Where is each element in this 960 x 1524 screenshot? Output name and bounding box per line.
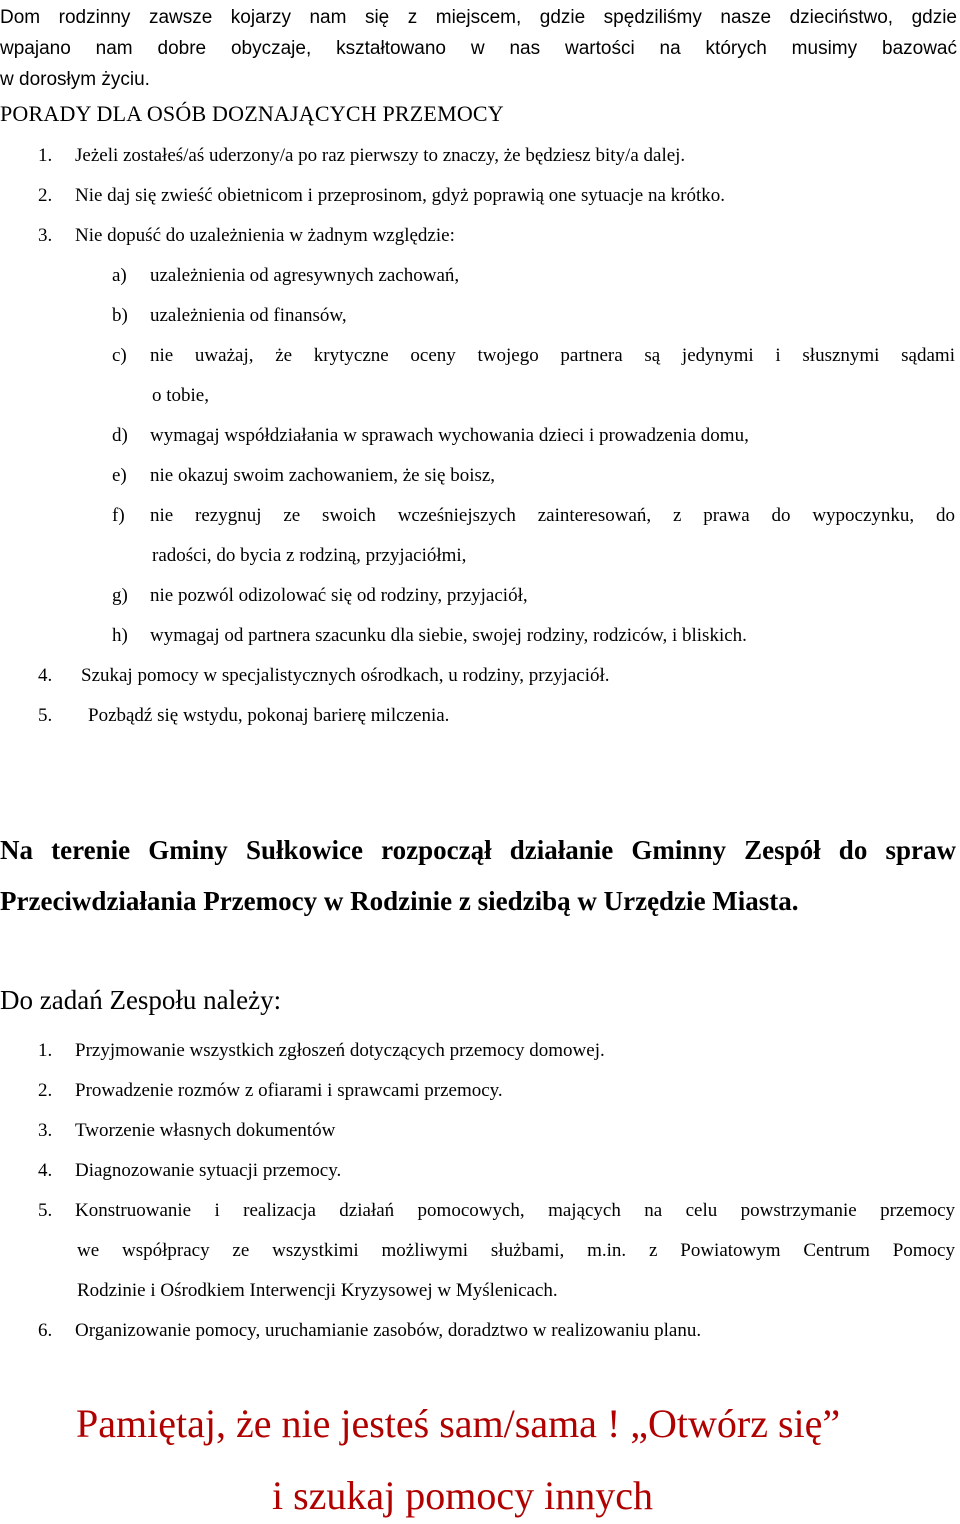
sublist-item: nie okazuj swoim zachowaniem, że się boisz, (150, 465, 496, 486)
intro-line: Dom rodzinny zawsze kojarzy nam się z miejscem, gdzie spędziliśmy nasze dzieciństwo, gdzie (0, 7, 957, 28)
closing-message-line2: i szukaj pomocy innych (272, 1473, 654, 1518)
sublist-letter: d) (112, 425, 128, 446)
sublist-item: uzależnienia od finansów, (150, 305, 347, 326)
list-item: Nie daj się zwieść obietnicom i przeprosinom, gdyż poprawią one sytuacje na krótko. (75, 185, 726, 206)
intro-paragraph (0, 2, 957, 95)
list-number: 1. (38, 1040, 53, 1061)
list-item: Organizowanie pomocy, uruchamianie zasobów, doradztwo w realizowaniu planu. (75, 1320, 702, 1341)
list-item: Jeżeli zostałeś/aś uderzony/a po raz pierwszy to znaczy, że będziesz bity/a dalej. (75, 145, 686, 166)
sublist-letter: e) (112, 465, 127, 486)
list-item: Diagnozowanie sytuacji przemocy. (75, 1160, 342, 1181)
announcement-line: Przeciwdziałania Przemocy w Rodzinie z siedzibą w Urzędzie Miasta. (0, 886, 799, 916)
list-number: 5. (38, 705, 53, 726)
list-item: Prowadzenie rozmów z ofiarami i sprawcami przemocy. (75, 1080, 503, 1101)
list-number: 4. (38, 665, 53, 686)
sublist-letter: c) (112, 345, 127, 366)
sublist-letter: b) (112, 305, 128, 326)
list-number: 2. (38, 185, 53, 206)
advice-heading: PORADY DLA OSÓB DOZNAJĄCYCH PRZEMOCY (0, 101, 504, 126)
list-item-continuation: Rodzinie i Ośrodkiem Interwencji Kryzysowej w Myślenicach. (77, 1280, 558, 1301)
sublist-letter: f) (112, 505, 125, 526)
list-item: Konstruowanie i realizacja działań pomocowych, mających na celu powstrzymanie przemocy (75, 1200, 955, 1221)
sublist-letter: h) (112, 625, 128, 646)
list-number: 2. (38, 1080, 53, 1101)
sublist-letter: g) (112, 585, 128, 606)
sublist-item-continuation: o tobie, (152, 385, 209, 406)
intro-line: wpajano nam dobre obyczaje, kształtowano w nas wartości na których musimy bazować (0, 38, 957, 59)
sublist-item: uzależnienia od agresywnych zachowań, (150, 265, 460, 286)
intro-line: w dorosłym życiu. (0, 69, 150, 90)
list-number: 3. (38, 1120, 53, 1141)
list-number: 1. (38, 145, 53, 166)
closing-message-line1: Pamiętaj, że nie jesteś sam/sama ! „Otwórz się” (76, 1401, 841, 1446)
sublist-item: nie uważaj, że krytyczne oceny twojego partnera są jedynymi i słusznymi sądami (150, 345, 955, 366)
sublist-item-continuation: radości, do bycia z rodziną, przyjaciółmi, (152, 545, 467, 566)
sublist-letter: a) (112, 265, 127, 286)
list-item-continuation: we współpracy ze wszystkimi możliwymi służbami, m.in. z Powiatowym Centrum Pomocy (77, 1240, 955, 1261)
announcement-line: Na terenie Gminy Sułkowice rozpoczął działanie Gminny Zespół do spraw (0, 835, 956, 865)
list-item: Pozbądź się wstydu, pokonaj barierę milczenia. (88, 705, 450, 726)
list-number: 4. (38, 1160, 53, 1181)
sublist-item: wymagaj od partnera szacunku dla siebie, swojej rodziny, rodziców, i bliskich. (150, 625, 747, 646)
list-item: Nie dopuść do uzależnienia w żadnym względzie: (75, 225, 455, 246)
list-number: 6. (38, 1320, 53, 1341)
sublist-item: wymagaj współdziałania w sprawach wychowania dzieci i prowadzenia domu, (150, 425, 749, 446)
list-item: Szukaj pomocy w specjalistycznych ośrodkach, u rodziny, przyjaciół. (81, 665, 610, 686)
list-number: 5. (38, 1200, 53, 1221)
sublist-item: nie rezygnuj ze swoich wcześniejszych zainteresowań, z prawa do wypoczynku, do (150, 505, 955, 526)
list-item: Przyjmowanie wszystkich zgłoszeń dotyczących przemocy domowej. (75, 1040, 605, 1061)
list-item: Tworzenie własnych dokumentów (75, 1120, 336, 1141)
sublist-item: nie pozwól odizolować się od rodziny, przyjaciół, (150, 585, 528, 606)
list-number: 3. (38, 225, 53, 246)
tasks-title: Do zadań Zespołu należy: (0, 985, 282, 1015)
